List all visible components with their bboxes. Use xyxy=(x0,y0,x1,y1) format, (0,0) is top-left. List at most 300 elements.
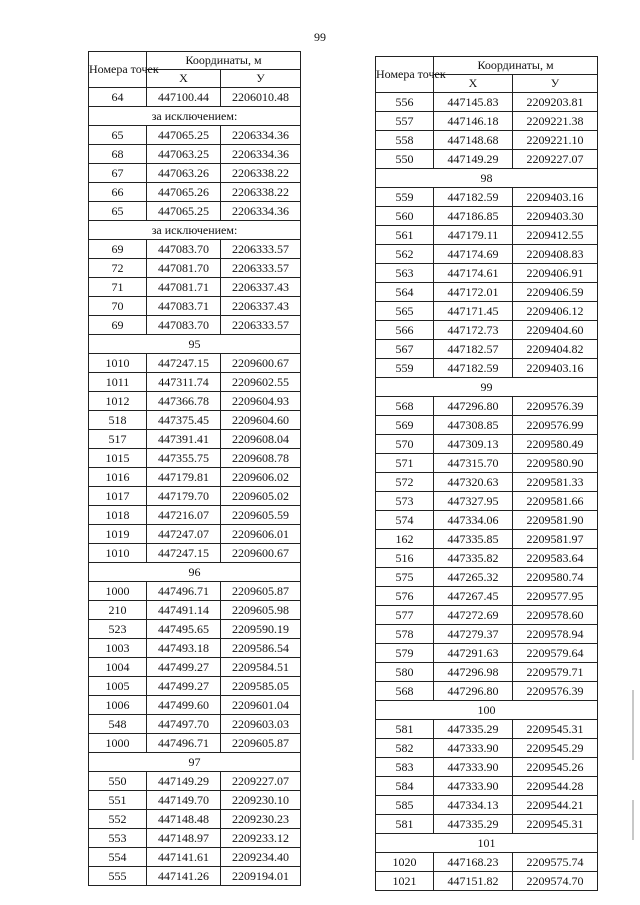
table-row xyxy=(376,454,598,473)
point-number-cell: 576 xyxy=(376,587,434,606)
table-row xyxy=(89,126,301,145)
section-row xyxy=(89,221,301,240)
y-coordinate-cell: 2209578.94 xyxy=(513,625,598,644)
table-row xyxy=(89,240,301,259)
table-row xyxy=(376,264,598,283)
x-coordinate-cell: 447146.18 xyxy=(434,112,513,131)
x-coordinate-cell: 447333.90 xyxy=(434,777,513,796)
table-row xyxy=(89,468,301,487)
y-coordinate-cell: 2209583.64 xyxy=(513,549,598,568)
x-coordinate-cell: 447182.59 xyxy=(434,359,513,378)
table-row xyxy=(89,848,301,867)
y-coordinate-cell: 2206334.36 xyxy=(221,202,301,221)
table-row xyxy=(89,867,301,886)
x-coordinate-cell: 447186.85 xyxy=(434,207,513,226)
table-row xyxy=(89,620,301,639)
point-number-cell: 583 xyxy=(376,758,434,777)
table-row xyxy=(376,226,598,245)
y-coordinate-cell: 2209580.74 xyxy=(513,568,598,587)
y-coordinate-cell: 2209234.40 xyxy=(221,848,301,867)
x-coordinate-cell: 447149.29 xyxy=(147,772,221,791)
x-coordinate-cell: 447327.95 xyxy=(434,492,513,511)
table-row xyxy=(376,245,598,264)
x-coordinate-cell: 447172.01 xyxy=(434,283,513,302)
x-coordinate-cell: 447148.48 xyxy=(147,810,221,829)
table-row xyxy=(376,397,598,416)
table-row xyxy=(89,696,301,715)
y-coordinate-cell: 2209606.02 xyxy=(221,468,301,487)
table-row xyxy=(89,506,301,525)
point-number-cell: 563 xyxy=(376,264,434,283)
x-coordinate-cell: 447081.71 xyxy=(147,278,221,297)
point-number-cell: 577 xyxy=(376,606,434,625)
x-coordinate-cell: 447267.45 xyxy=(434,587,513,606)
table-row xyxy=(376,872,598,891)
point-number-cell: 550 xyxy=(89,772,147,791)
y-coordinate-cell: 2206333.57 xyxy=(221,259,301,278)
x-coordinate-cell: 447320.63 xyxy=(434,473,513,492)
y-coordinate-cell: 2206334.36 xyxy=(221,145,301,164)
point-number-cell: 1016 xyxy=(89,468,147,487)
y-coordinate-cell: 2209194.01 xyxy=(221,867,301,886)
y-coordinate-cell: 2209233.12 xyxy=(221,829,301,848)
table-row xyxy=(376,302,598,321)
table-body-left xyxy=(89,88,301,886)
x-coordinate-cell: 447149.29 xyxy=(434,150,513,169)
x-coordinate-cell: 447296.80 xyxy=(434,397,513,416)
y-coordinate-cell: 2209406.59 xyxy=(513,283,598,302)
point-number-cell: 551 xyxy=(89,791,147,810)
point-number-cell: 557 xyxy=(376,112,434,131)
coordinates-table-right xyxy=(375,56,598,891)
y-coordinate-cell: 2209230.10 xyxy=(221,791,301,810)
table-row xyxy=(89,202,301,221)
table-row xyxy=(376,644,598,663)
x-coordinate-cell: 447499.27 xyxy=(147,677,221,696)
table-row xyxy=(89,829,301,848)
x-coordinate-cell: 447296.98 xyxy=(434,663,513,682)
point-number-cell: 548 xyxy=(89,715,147,734)
x-coordinate-cell: 447063.25 xyxy=(147,145,221,164)
table-row xyxy=(376,321,598,340)
table-row xyxy=(89,259,301,278)
y-coordinate-cell: 2209403.30 xyxy=(513,207,598,226)
y-coordinate-cell: 2209221.10 xyxy=(513,131,598,150)
table-row xyxy=(89,791,301,810)
y-coordinate-cell: 2209605.02 xyxy=(221,487,301,506)
x-coordinate-cell: 447496.71 xyxy=(147,582,221,601)
y-coordinate-cell: 2209585.05 xyxy=(221,677,301,696)
y-coordinate-cell: 2209579.64 xyxy=(513,644,598,663)
y-coordinate-cell: 2209586.54 xyxy=(221,639,301,658)
x-coordinate-cell: 447174.69 xyxy=(434,245,513,264)
y-coordinate-cell: 2209403.16 xyxy=(513,188,598,207)
point-number-cell: 71 xyxy=(89,278,147,297)
point-number-cell: 1004 xyxy=(89,658,147,677)
section-label: 96 xyxy=(89,563,301,582)
header-point-number: Номера точек xyxy=(376,57,434,93)
table-row xyxy=(376,720,598,739)
section-row xyxy=(89,563,301,582)
section-label: 97 xyxy=(89,753,301,772)
point-number-cell: 1011 xyxy=(89,373,147,392)
point-number-cell: 1005 xyxy=(89,677,147,696)
point-number-cell: 67 xyxy=(89,164,147,183)
point-number-cell: 566 xyxy=(376,321,434,340)
point-number-cell: 585 xyxy=(376,796,434,815)
x-coordinate-cell: 447145.83 xyxy=(434,93,513,112)
x-coordinate-cell: 447247.15 xyxy=(147,544,221,563)
point-number-cell: 564 xyxy=(376,283,434,302)
y-coordinate-cell: 2209227.07 xyxy=(221,772,301,791)
section-row xyxy=(376,169,598,188)
x-coordinate-cell: 447366.78 xyxy=(147,392,221,411)
y-coordinate-cell: 2209604.60 xyxy=(221,411,301,430)
section-label: 95 xyxy=(89,335,301,354)
x-coordinate-cell: 447496.71 xyxy=(147,734,221,753)
point-number-cell: 1018 xyxy=(89,506,147,525)
x-coordinate-cell: 447333.90 xyxy=(434,739,513,758)
y-coordinate-cell: 2209203.81 xyxy=(513,93,598,112)
table-row xyxy=(89,88,301,107)
section-row xyxy=(376,378,598,397)
x-coordinate-cell: 447216.07 xyxy=(147,506,221,525)
section-row xyxy=(89,335,301,354)
table-row xyxy=(89,582,301,601)
section-label: 98 xyxy=(376,169,598,188)
point-number-cell: 565 xyxy=(376,302,434,321)
x-coordinate-cell: 447182.57 xyxy=(434,340,513,359)
x-coordinate-cell: 447100.44 xyxy=(147,88,221,107)
x-coordinate-cell: 447499.27 xyxy=(147,658,221,677)
header-coordinates: Координаты, м xyxy=(147,52,301,70)
y-coordinate-cell: 2209577.95 xyxy=(513,587,598,606)
x-coordinate-cell: 447335.82 xyxy=(434,549,513,568)
table-row xyxy=(89,411,301,430)
table-row xyxy=(89,278,301,297)
table-row xyxy=(89,544,301,563)
x-coordinate-cell: 447333.90 xyxy=(434,758,513,777)
point-number-cell: 1017 xyxy=(89,487,147,506)
point-number-cell: 69 xyxy=(89,316,147,335)
point-number-cell: 553 xyxy=(89,829,147,848)
table-row xyxy=(376,758,598,777)
table-row xyxy=(376,416,598,435)
point-number-cell: 518 xyxy=(89,411,147,430)
x-coordinate-cell: 447391.41 xyxy=(147,430,221,449)
header-x: Х xyxy=(147,70,221,88)
table-row xyxy=(89,658,301,677)
table-row xyxy=(376,739,598,758)
point-number-cell: 554 xyxy=(89,848,147,867)
y-coordinate-cell: 2209605.59 xyxy=(221,506,301,525)
x-coordinate-cell: 447355.75 xyxy=(147,449,221,468)
point-number-cell: 1000 xyxy=(89,582,147,601)
table-row xyxy=(89,715,301,734)
y-coordinate-cell: 2209574.70 xyxy=(513,872,598,891)
point-number-cell: 1010 xyxy=(89,544,147,563)
y-coordinate-cell: 2209576.39 xyxy=(513,682,598,701)
point-number-cell: 517 xyxy=(89,430,147,449)
y-coordinate-cell: 2209603.03 xyxy=(221,715,301,734)
y-coordinate-cell: 2206333.57 xyxy=(221,316,301,335)
table-row xyxy=(89,354,301,373)
table-row xyxy=(89,145,301,164)
point-number-cell: 559 xyxy=(376,359,434,378)
point-number-cell: 578 xyxy=(376,625,434,644)
table-row xyxy=(89,183,301,202)
point-number-cell: 567 xyxy=(376,340,434,359)
point-number-cell: 1010 xyxy=(89,354,147,373)
table-row xyxy=(376,435,598,454)
section-row xyxy=(376,834,598,853)
point-number-cell: 66 xyxy=(89,183,147,202)
x-coordinate-cell: 447499.60 xyxy=(147,696,221,715)
point-number-cell: 570 xyxy=(376,435,434,454)
point-number-cell: 1020 xyxy=(376,853,434,872)
table-row xyxy=(89,373,301,392)
table-row xyxy=(89,772,301,791)
header-y: У xyxy=(221,70,301,88)
point-number-cell: 573 xyxy=(376,492,434,511)
section-row xyxy=(376,701,598,720)
table-row xyxy=(89,297,301,316)
point-number-cell: 68 xyxy=(89,145,147,164)
x-coordinate-cell: 447491.14 xyxy=(147,601,221,620)
point-number-cell: 1012 xyxy=(89,392,147,411)
point-number-cell: 569 xyxy=(376,416,434,435)
x-coordinate-cell: 447065.26 xyxy=(147,183,221,202)
point-number-cell: 1019 xyxy=(89,525,147,544)
x-coordinate-cell: 447141.61 xyxy=(147,848,221,867)
table-row xyxy=(89,449,301,468)
x-coordinate-cell: 447308.85 xyxy=(434,416,513,435)
x-coordinate-cell: 447375.45 xyxy=(147,411,221,430)
y-coordinate-cell: 2209403.16 xyxy=(513,359,598,378)
scan-edge-mark xyxy=(632,690,634,760)
point-number-cell: 1015 xyxy=(89,449,147,468)
table-row xyxy=(89,601,301,620)
point-number-cell: 575 xyxy=(376,568,434,587)
y-coordinate-cell: 2209581.90 xyxy=(513,511,598,530)
y-coordinate-cell: 2209545.31 xyxy=(513,815,598,834)
point-number-cell: 571 xyxy=(376,454,434,473)
x-coordinate-cell: 447141.26 xyxy=(147,867,221,886)
table-row xyxy=(376,853,598,872)
coordinates-table-left xyxy=(88,51,301,886)
x-coordinate-cell: 447272.69 xyxy=(434,606,513,625)
point-number-cell: 64 xyxy=(89,88,147,107)
point-number-cell: 69 xyxy=(89,240,147,259)
point-number-cell: 568 xyxy=(376,397,434,416)
point-number-cell: 579 xyxy=(376,644,434,663)
point-number-cell: 523 xyxy=(89,620,147,639)
y-coordinate-cell: 2206334.36 xyxy=(221,126,301,145)
table-row xyxy=(376,188,598,207)
x-coordinate-cell: 447247.15 xyxy=(147,354,221,373)
point-number-cell: 65 xyxy=(89,202,147,221)
point-number-cell: 72 xyxy=(89,259,147,278)
x-coordinate-cell: 447493.18 xyxy=(147,639,221,658)
y-coordinate-cell: 2209602.55 xyxy=(221,373,301,392)
x-coordinate-cell: 447083.70 xyxy=(147,240,221,259)
y-coordinate-cell: 2209544.21 xyxy=(513,796,598,815)
x-coordinate-cell: 447151.82 xyxy=(434,872,513,891)
y-coordinate-cell: 2209230.23 xyxy=(221,810,301,829)
x-coordinate-cell: 447334.13 xyxy=(434,796,513,815)
y-coordinate-cell: 2209412.55 xyxy=(513,226,598,245)
header-point-number: Номера точек xyxy=(89,52,147,88)
y-coordinate-cell: 2209575.74 xyxy=(513,853,598,872)
point-number-cell: 552 xyxy=(89,810,147,829)
table-row xyxy=(376,131,598,150)
y-coordinate-cell: 2209604.93 xyxy=(221,392,301,411)
y-coordinate-cell: 2209404.82 xyxy=(513,340,598,359)
x-coordinate-cell: 447065.25 xyxy=(147,202,221,221)
table-row xyxy=(376,511,598,530)
table-row xyxy=(89,392,301,411)
y-coordinate-cell: 2209545.26 xyxy=(513,758,598,777)
point-number-cell: 559 xyxy=(376,188,434,207)
point-number-cell: 1000 xyxy=(89,734,147,753)
y-coordinate-cell: 2209608.04 xyxy=(221,430,301,449)
x-coordinate-cell: 447309.13 xyxy=(434,435,513,454)
y-coordinate-cell: 2209600.67 xyxy=(221,354,301,373)
point-number-cell: 70 xyxy=(89,297,147,316)
x-coordinate-cell: 447179.81 xyxy=(147,468,221,487)
x-coordinate-cell: 447168.23 xyxy=(434,853,513,872)
table-row xyxy=(89,810,301,829)
table-row xyxy=(376,606,598,625)
point-number-cell: 555 xyxy=(89,867,147,886)
point-number-cell: 1006 xyxy=(89,696,147,715)
header-coordinates: Координаты, м xyxy=(434,57,598,75)
y-coordinate-cell: 2209578.60 xyxy=(513,606,598,625)
x-coordinate-cell: 447081.70 xyxy=(147,259,221,278)
point-number-cell: 556 xyxy=(376,93,434,112)
point-number-cell: 1021 xyxy=(376,872,434,891)
table-row xyxy=(376,587,598,606)
point-number-cell: 562 xyxy=(376,245,434,264)
y-coordinate-cell: 2209579.71 xyxy=(513,663,598,682)
x-coordinate-cell: 447497.70 xyxy=(147,715,221,734)
y-coordinate-cell: 2206337.43 xyxy=(221,278,301,297)
y-coordinate-cell: 2209406.12 xyxy=(513,302,598,321)
point-number-cell: 210 xyxy=(89,601,147,620)
section-row xyxy=(89,753,301,772)
header-x: Х xyxy=(434,75,513,93)
x-coordinate-cell: 447182.59 xyxy=(434,188,513,207)
x-coordinate-cell: 447335.29 xyxy=(434,815,513,834)
y-coordinate-cell: 2206010.48 xyxy=(221,88,301,107)
y-coordinate-cell: 2209406.91 xyxy=(513,264,598,283)
section-label: 100 xyxy=(376,701,598,720)
y-coordinate-cell: 2206338.22 xyxy=(221,164,301,183)
x-coordinate-cell: 447149.70 xyxy=(147,791,221,810)
y-coordinate-cell: 2209608.78 xyxy=(221,449,301,468)
y-coordinate-cell: 2209408.83 xyxy=(513,245,598,264)
x-coordinate-cell: 447335.85 xyxy=(434,530,513,549)
x-coordinate-cell: 447335.29 xyxy=(434,720,513,739)
x-coordinate-cell: 447148.68 xyxy=(434,131,513,150)
header-y: У xyxy=(513,75,598,93)
y-coordinate-cell: 2209580.49 xyxy=(513,435,598,454)
table-row xyxy=(376,112,598,131)
section-label: 99 xyxy=(376,378,598,397)
y-coordinate-cell: 2209606.01 xyxy=(221,525,301,544)
y-coordinate-cell: 2209227.07 xyxy=(513,150,598,169)
y-coordinate-cell: 2209605.98 xyxy=(221,601,301,620)
x-coordinate-cell: 447063.26 xyxy=(147,164,221,183)
table-row xyxy=(376,530,598,549)
y-coordinate-cell: 2209221.38 xyxy=(513,112,598,131)
table-row xyxy=(89,487,301,506)
point-number-cell: 574 xyxy=(376,511,434,530)
table-row xyxy=(376,473,598,492)
point-number-cell: 572 xyxy=(376,473,434,492)
y-coordinate-cell: 2209576.39 xyxy=(513,397,598,416)
y-coordinate-cell: 2209581.33 xyxy=(513,473,598,492)
table-row xyxy=(89,734,301,753)
table-row xyxy=(89,525,301,544)
y-coordinate-cell: 2209584.51 xyxy=(221,658,301,677)
y-coordinate-cell: 2209576.99 xyxy=(513,416,598,435)
table-row xyxy=(376,283,598,302)
point-number-cell: 550 xyxy=(376,150,434,169)
y-coordinate-cell: 2209580.90 xyxy=(513,454,598,473)
table-row xyxy=(376,150,598,169)
x-coordinate-cell: 447315.70 xyxy=(434,454,513,473)
x-coordinate-cell: 447265.32 xyxy=(434,568,513,587)
point-number-cell: 516 xyxy=(376,549,434,568)
x-coordinate-cell: 447495.65 xyxy=(147,620,221,639)
section-label: за исключением: xyxy=(89,107,301,126)
point-number-cell: 581 xyxy=(376,720,434,739)
table-row xyxy=(89,316,301,335)
y-coordinate-cell: 2209545.31 xyxy=(513,720,598,739)
table-row xyxy=(376,568,598,587)
x-coordinate-cell: 447065.25 xyxy=(147,126,221,145)
point-number-cell: 65 xyxy=(89,126,147,145)
x-coordinate-cell: 447296.80 xyxy=(434,682,513,701)
y-coordinate-cell: 2209600.67 xyxy=(221,544,301,563)
section-label: за исключением: xyxy=(89,221,301,240)
table-row xyxy=(376,815,598,834)
x-coordinate-cell: 447334.06 xyxy=(434,511,513,530)
table-row xyxy=(376,663,598,682)
x-coordinate-cell: 447291.63 xyxy=(434,644,513,663)
x-coordinate-cell: 447148.97 xyxy=(147,829,221,848)
x-coordinate-cell: 447083.70 xyxy=(147,316,221,335)
y-coordinate-cell: 2206338.22 xyxy=(221,183,301,202)
point-number-cell: 580 xyxy=(376,663,434,682)
x-coordinate-cell: 447247.07 xyxy=(147,525,221,544)
table-row xyxy=(376,682,598,701)
y-coordinate-cell: 2206337.43 xyxy=(221,297,301,316)
table-row xyxy=(376,93,598,112)
point-number-cell: 581 xyxy=(376,815,434,834)
x-coordinate-cell: 447279.37 xyxy=(434,625,513,644)
table-row xyxy=(376,777,598,796)
y-coordinate-cell: 2209404.60 xyxy=(513,321,598,340)
table-row xyxy=(376,796,598,815)
table-row xyxy=(376,207,598,226)
table-row xyxy=(89,430,301,449)
x-coordinate-cell: 447172.73 xyxy=(434,321,513,340)
table-row xyxy=(376,359,598,378)
table-row xyxy=(89,164,301,183)
point-number-cell: 561 xyxy=(376,226,434,245)
